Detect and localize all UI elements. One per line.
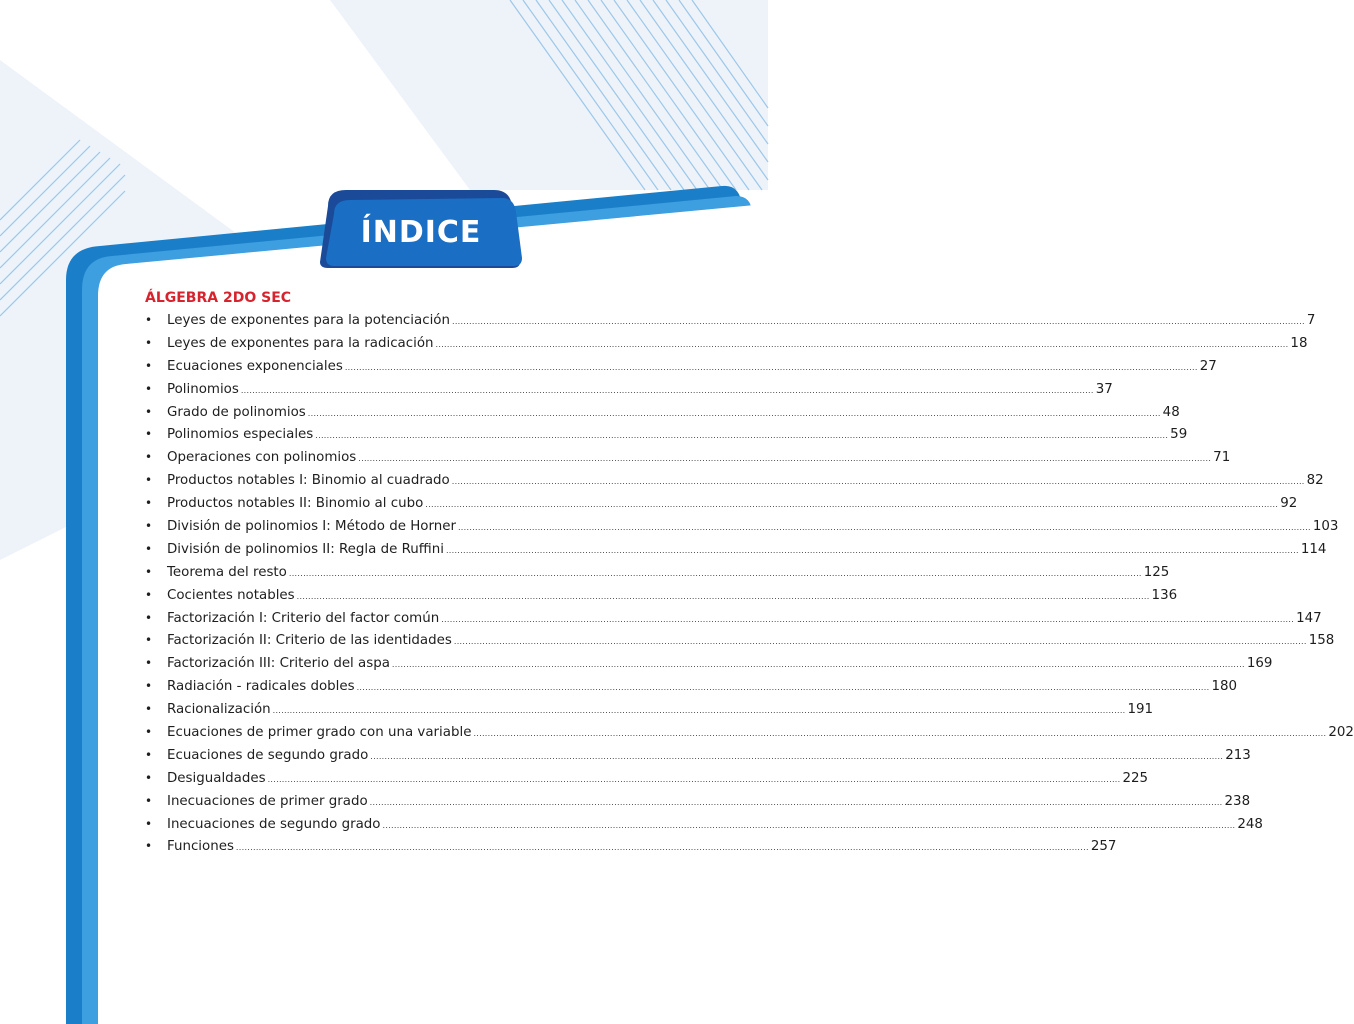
toc-entry-title: Teorema del resto — [167, 564, 287, 580]
toc-entry-title: Leyes de exponentes para la radicación — [167, 335, 434, 351]
dot-leader: ............................................................................................................................................................................................................................................................................................................ — [272, 706, 1126, 716]
toc-entry-page: 71 — [1213, 450, 1231, 466]
toc-entry-page: 225 — [1122, 770, 1149, 786]
bullet-icon: • — [145, 564, 153, 579]
bullet-icon: • — [145, 725, 153, 740]
dot-leader: ............................................................................................................................................................................................................................................................................................................ — [435, 339, 1289, 349]
toc-entry-page: 213 — [1225, 747, 1251, 763]
toc-entry-title: Racionalización — [167, 702, 271, 718]
toc-entry-title: Cocientes notables — [167, 587, 295, 603]
dot-leader: ............................................................................................................................................................................................................................................................................................................ — [451, 317, 1305, 326]
bullet-icon: • — [145, 587, 153, 602]
toc-entry — [145, 790, 1251, 813]
toc-entry — [145, 309, 1316, 332]
bullet-icon: • — [145, 747, 153, 762]
toc-entry — [145, 423, 1188, 446]
toc-entry — [145, 492, 1298, 515]
toc-entry-page: 191 — [1127, 702, 1154, 718]
toc-entry-title: Inecuaciones de segundo grado — [167, 816, 381, 832]
bullet-icon: • — [145, 358, 153, 373]
dot-leader: ............................................................................................................................................................................................................................................................................................................ — [267, 774, 1121, 784]
toc-entry — [145, 378, 1113, 401]
toc-entry — [145, 744, 1251, 767]
dot-leader: ............................................................................................................................................................................................................................................................................................................ — [441, 614, 1295, 624]
bullet-icon: • — [145, 702, 153, 717]
toc-entry-page: 125 — [1143, 564, 1170, 580]
toc-entry-page: 82 — [1306, 473, 1324, 489]
toc-entry-page: 27 — [1199, 358, 1217, 374]
bullet-icon: • — [145, 404, 153, 419]
table-of-contents — [145, 287, 1354, 858]
toc-entry-title: Factorización I: Criterio del factor común — [167, 610, 440, 626]
dot-leader: ............................................................................................................................................................................................................................................................................................................ — [445, 545, 1299, 555]
toc-entry-page: 158 — [1308, 633, 1335, 649]
toc-entry — [145, 584, 1178, 607]
bullet-icon: • — [145, 793, 153, 808]
bullet-icon: • — [145, 633, 153, 648]
bullet-icon: • — [145, 335, 153, 350]
toc-entry-title: División de polinomios II: Regla de Ruffini — [167, 541, 444, 557]
toc-entry — [145, 607, 1322, 630]
toc-entry — [145, 813, 1263, 836]
toc-entry-page: 169 — [1246, 656, 1273, 672]
toc-entry-title: Inecuaciones de primer grado — [167, 793, 368, 809]
bullet-icon: • — [145, 381, 153, 396]
dot-leader: ............................................................................................................................................................................................................................................................................................................ — [307, 408, 1161, 418]
toc-entry-page: 202 — [1328, 725, 1354, 741]
toc-entry-page: 238 — [1224, 793, 1251, 809]
toc-entry-title: Productos notables II: Binomio al cubo — [167, 496, 424, 512]
bullet-icon: • — [145, 679, 153, 694]
bullet-icon: • — [145, 473, 153, 488]
toc-entry-page: 147 — [1296, 610, 1322, 626]
toc-entry — [145, 652, 1273, 675]
toc-entry — [145, 446, 1231, 469]
bullet-icon: • — [145, 610, 153, 625]
dot-leader: ............................................................................................................................................................................................................................................................................................................ — [296, 591, 1150, 601]
toc-entry-page: 114 — [1300, 541, 1327, 557]
toc-entry-page: 7 — [1306, 313, 1316, 328]
toc-entry-page: 18 — [1290, 335, 1308, 351]
toc-entry-title: Polinomios especiales — [167, 427, 314, 443]
dot-leader: ............................................................................................................................................................................................................................................................................................................ — [315, 431, 1169, 441]
bullet-icon: • — [145, 519, 153, 534]
toc-entry-page: 248 — [1237, 816, 1263, 832]
dot-leader: ............................................................................................................................................................................................................................................................................................................ — [391, 660, 1245, 670]
toc-entry-page: 136 — [1151, 587, 1178, 603]
bullet-icon: • — [145, 839, 153, 854]
dot-leader: ............................................................................................................................................................................................................................................................................................................ — [473, 729, 1327, 739]
toc-list — [145, 309, 1354, 858]
dot-leader: ............................................................................................................................................................................................................................................................................................................ — [358, 454, 1212, 464]
toc-entry-title: Ecuaciones de primer grado con una variable — [167, 725, 472, 741]
dot-leader: ............................................................................................................................................................................................................................................................................................................ — [425, 500, 1279, 510]
toc-entry-page: 37 — [1095, 381, 1113, 397]
bullet-icon: • — [145, 450, 153, 465]
section-title: ÁLGEBRA 2DO SEC — [145, 290, 292, 306]
toc-entry-title: Grado de polinomios — [167, 404, 306, 420]
toc-entry — [145, 469, 1324, 492]
toc-entry-title: Polinomios — [167, 381, 239, 397]
toc-entry — [145, 538, 1327, 561]
dot-leader: ............................................................................................................................................................................................................................................................................................................ — [453, 637, 1307, 647]
dot-leader: ............................................................................................................................................................................................................................................................................................................ — [370, 751, 1224, 761]
dot-leader: ............................................................................................................................................................................................................................................................................................................ — [235, 843, 1089, 853]
bullet-icon: • — [145, 313, 153, 327]
toc-entry-title: División de polinomios I: Método de Horner — [167, 519, 456, 535]
toc-entry — [145, 355, 1217, 378]
toc-entry-title: Productos notables I: Binomio al cuadrado — [167, 473, 450, 489]
page-title: ÍNDICE — [360, 214, 482, 250]
bullet-icon: • — [145, 770, 153, 785]
toc-entry — [145, 675, 1238, 698]
toc-entry-page: 103 — [1312, 519, 1339, 535]
bullet-icon: • — [145, 816, 153, 831]
toc-entry-title: Leyes de exponentes para la potenciación — [167, 313, 450, 328]
toc-entry-title: Radiación - radicales dobles — [167, 679, 355, 695]
toc-entry — [145, 698, 1154, 721]
dot-leader: ............................................................................................................................................................................................................................................................................................................ — [240, 385, 1094, 395]
toc-entry — [145, 401, 1180, 424]
toc-entry-title: Operaciones con polinomios — [167, 450, 357, 466]
bullet-icon: • — [145, 656, 153, 671]
toc-entry-page: 92 — [1280, 496, 1298, 512]
dot-leader: ............................................................................................................................................................................................................................................................................................................ — [457, 523, 1311, 533]
toc-entry — [145, 721, 1354, 744]
bullet-icon: • — [145, 496, 153, 511]
toc-entry-title: Factorización II: Criterio de las identidades — [167, 633, 452, 649]
toc-entry-page: 180 — [1211, 679, 1238, 695]
toc-entry-page: 48 — [1162, 404, 1180, 420]
dot-leader: ............................................................................................................................................................................................................................................................................................................ — [344, 362, 1198, 372]
toc-entry — [145, 332, 1308, 355]
dot-leader: ............................................................................................................................................................................................................................................................................................................ — [382, 820, 1236, 830]
toc-entry — [145, 767, 1149, 790]
bullet-icon: • — [145, 541, 153, 556]
bullet-icon: • — [145, 427, 153, 442]
toc-entry-title: Ecuaciones de segundo grado — [167, 747, 369, 763]
toc-entry — [145, 515, 1339, 538]
toc-entry-page: 59 — [1170, 427, 1188, 443]
toc-entry — [145, 629, 1335, 652]
toc-entry — [145, 835, 1117, 858]
toc-entry-title: Desigualdades — [167, 770, 266, 786]
dot-leader: ............................................................................................................................................................................................................................................................................................................ — [369, 797, 1223, 807]
dot-leader: ............................................................................................................................................................................................................................................................................................................ — [288, 568, 1142, 578]
toc-entry-title: Funciones — [167, 839, 234, 855]
toc-entry-title: Factorización III: Criterio del aspa — [167, 656, 390, 672]
toc-entry — [145, 561, 1170, 584]
dot-leader: ............................................................................................................................................................................................................................................................................................................ — [451, 477, 1305, 487]
toc-entry-page: 257 — [1090, 839, 1117, 855]
dot-leader: ............................................................................................................................................................................................................................................................................................................ — [356, 683, 1210, 693]
toc-entry-title: Ecuaciones exponenciales — [167, 358, 343, 374]
